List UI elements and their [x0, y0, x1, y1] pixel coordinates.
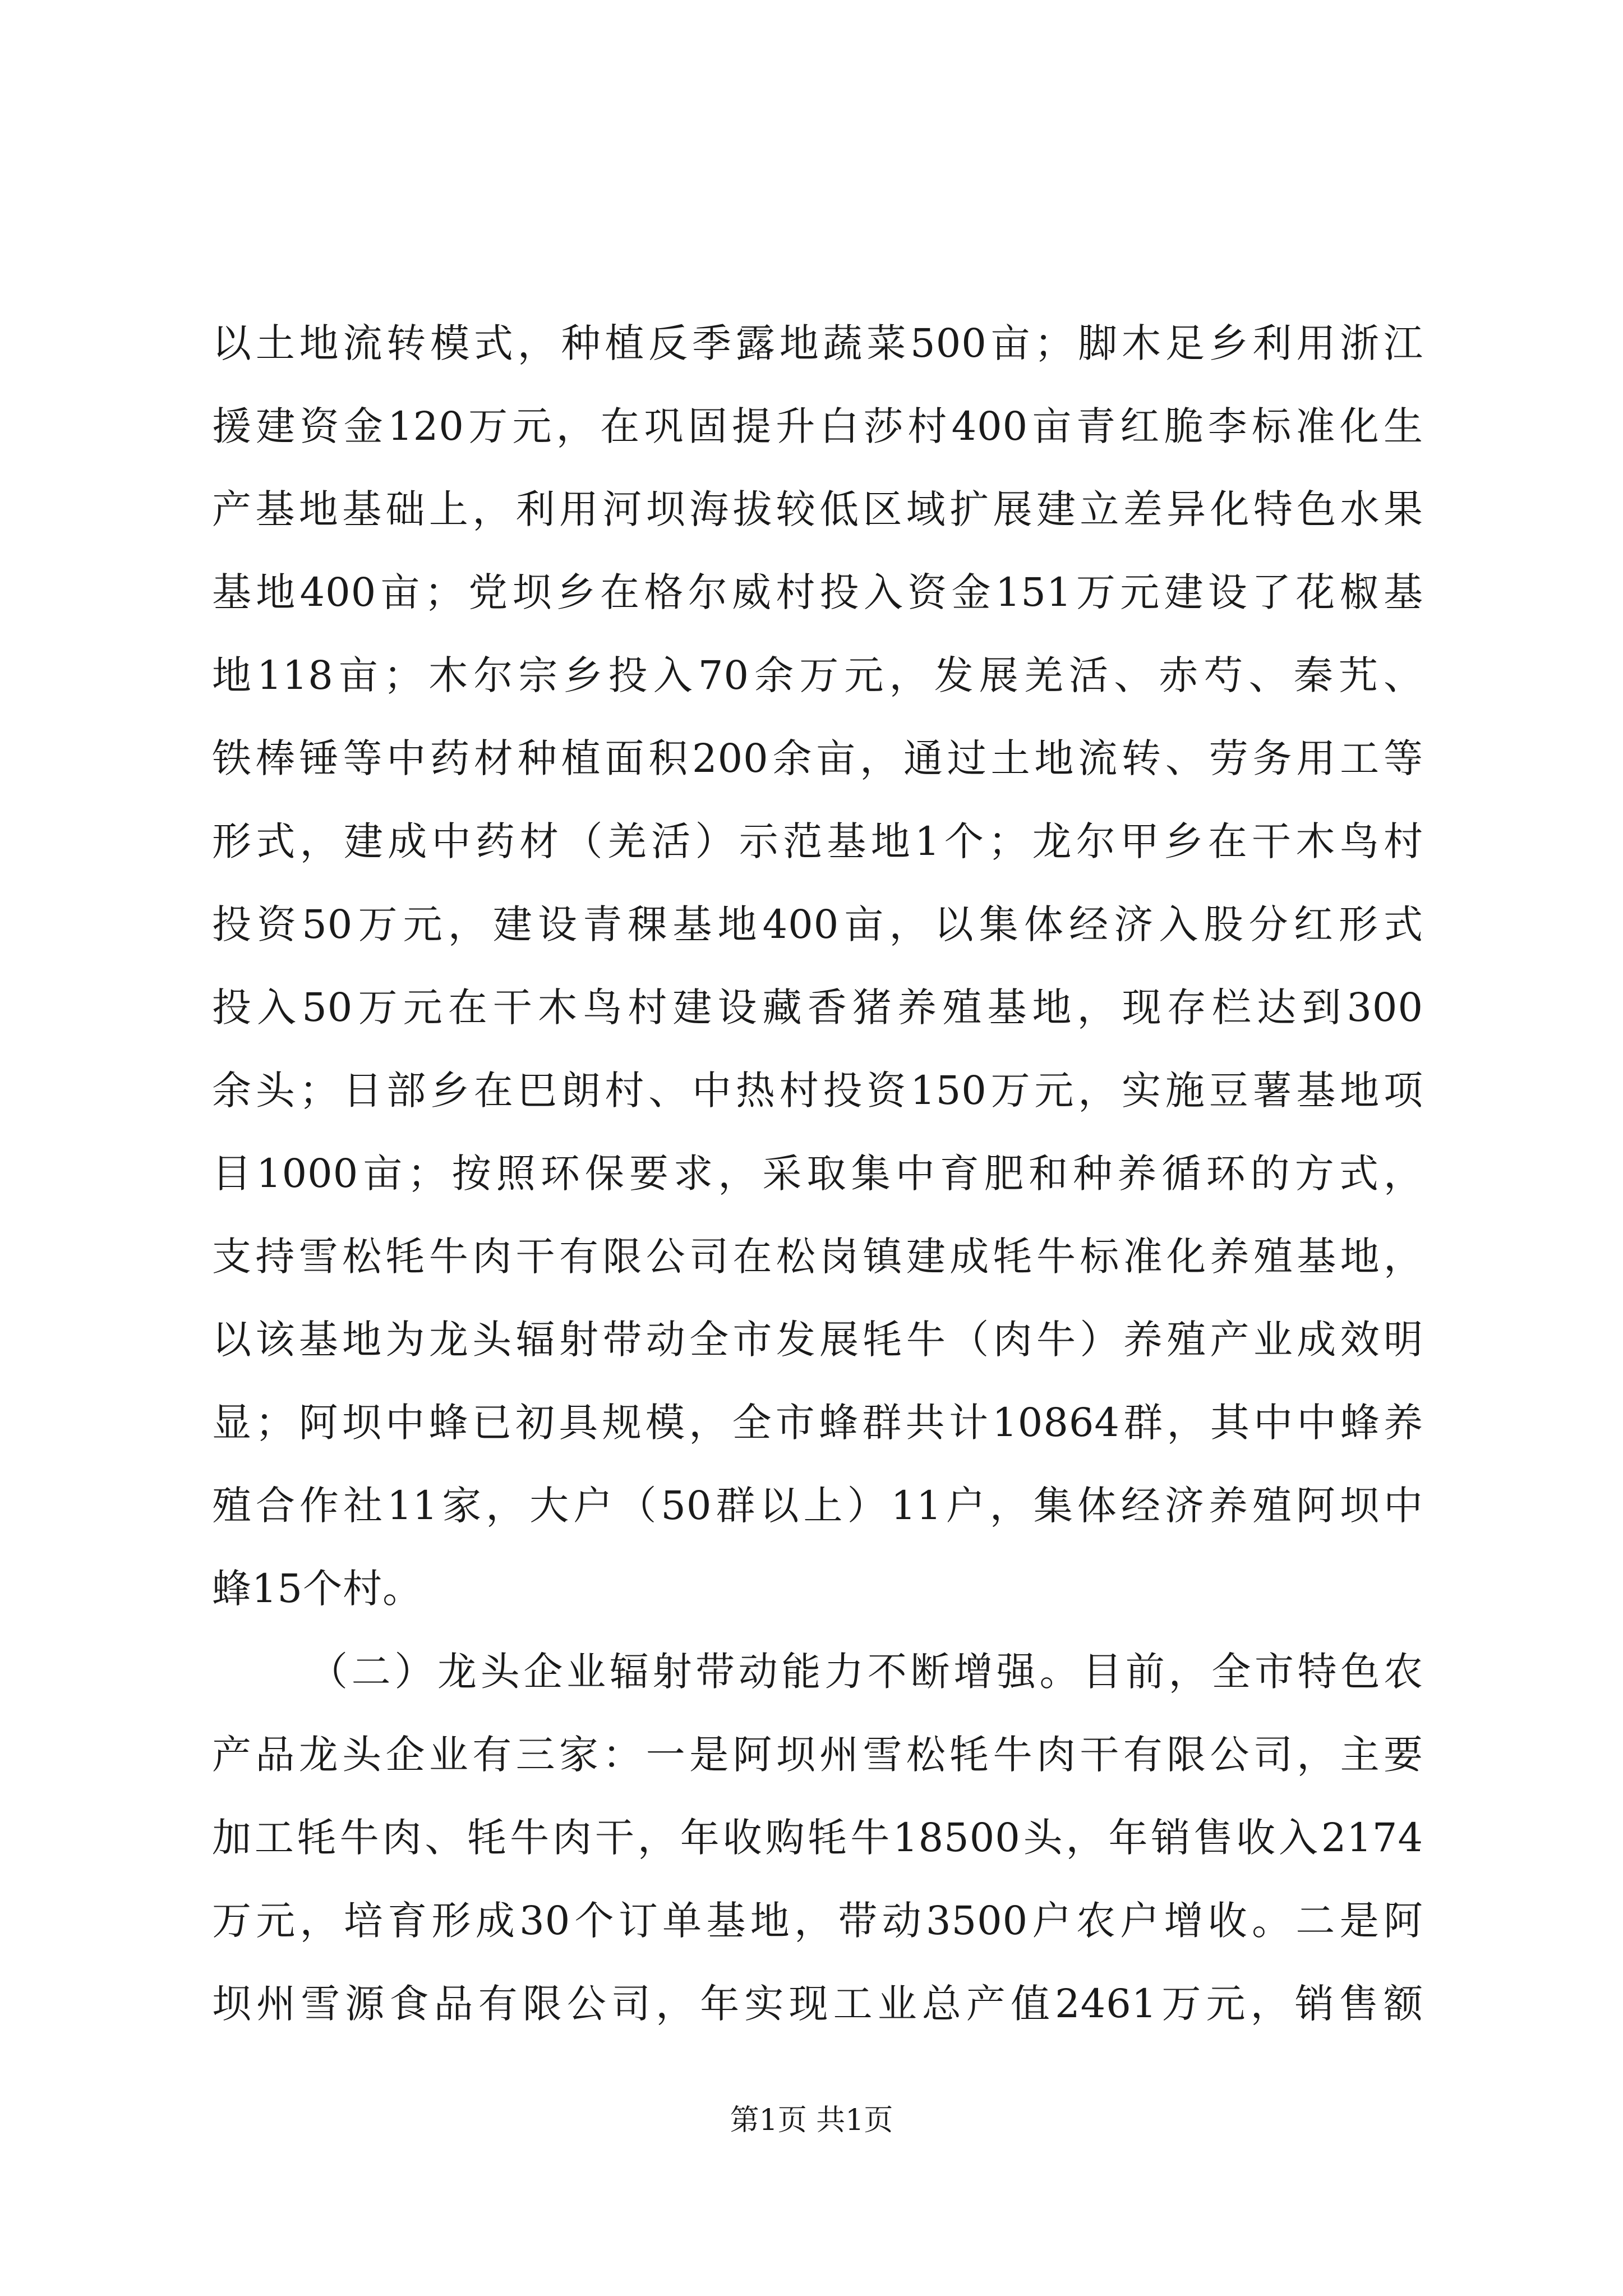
- text-line: 坝州雪源食品有限公司，年实现工业总产值2461万元，销售额: [212, 1981, 1423, 2027]
- text-line: 基地400亩；党坝乡在格尔威村投入资金151万元建设了花椒基: [212, 569, 1423, 615]
- text-line-paragraph-end: 蜂15个村。: [212, 1566, 423, 1612]
- text-line: 显；阿坝中蜂已初具规模，全市蜂群共计10864群，其中中蜂养: [212, 1400, 1423, 1446]
- text-line: 投入50万元在干木鸟村建设藏香猪养殖基地，现存栏达到300: [212, 984, 1423, 1030]
- text-line: 以该基地为龙头辐射带动全市发展牦牛（肉牛）养殖产业成效明: [212, 1317, 1423, 1363]
- text-line: 支持雪松牦牛肉干有限公司在松岗镇建成牦牛标准化养殖基地，: [212, 1234, 1423, 1280]
- body-text: [212, 302, 1423, 2045]
- text-line: 产基地基础上，利用河坝海拔较低区域扩展建立差异化特色水果: [212, 486, 1423, 532]
- text-line: 余头；日部乡在巴朗村、中热村投资150万元，实施豆薯基地项: [212, 1068, 1423, 1114]
- text-line: 万元，培育形成30个订单基地，带动3500户农户增收。二是阿: [212, 1898, 1423, 1944]
- text-line: 形式，建成中药材（羌活）示范基地1个；龙尔甲乡在干木鸟村: [212, 818, 1423, 864]
- page-number-footer: 第1页 共1页: [730, 2104, 893, 2137]
- text-line: 铁棒锤等中药材种植面积200余亩，通过土地流转、劳务用工等: [212, 735, 1423, 781]
- text-line: 产品龙头企业有三家：一是阿坝州雪松牦牛肉干有限公司，主要: [212, 1732, 1423, 1778]
- text-line: 地118亩；木尔宗乡投入70余万元，发展羌活、赤芍、秦艽、: [212, 652, 1423, 698]
- text-line: 以土地流转模式，种植反季露地蔬菜500亩；脚木足乡利用浙江: [212, 320, 1423, 366]
- text-line: 援建资金120万元，在巩固提升白莎村400亩青红脆李标准化生: [212, 403, 1423, 449]
- text-line: 投资50万元，建设青稞基地400亩，以集体经济入股分红形式: [212, 901, 1423, 947]
- text-line: 目1000亩；按照环保要求，采取集中育肥和种养循环的方式，: [212, 1151, 1423, 1197]
- text-line: 殖合作社11家，大户（50群以上）11户，集体经济养殖阿坝中: [212, 1483, 1423, 1529]
- text-line-paragraph-start: （二）龙头企业辐射带动能力不断增强。目前，全市特色农: [308, 1649, 1423, 1695]
- text-line: 加工牦牛肉、牦牛肉干，年收购牦牛18500头，年销售收入2174: [212, 1815, 1423, 1861]
